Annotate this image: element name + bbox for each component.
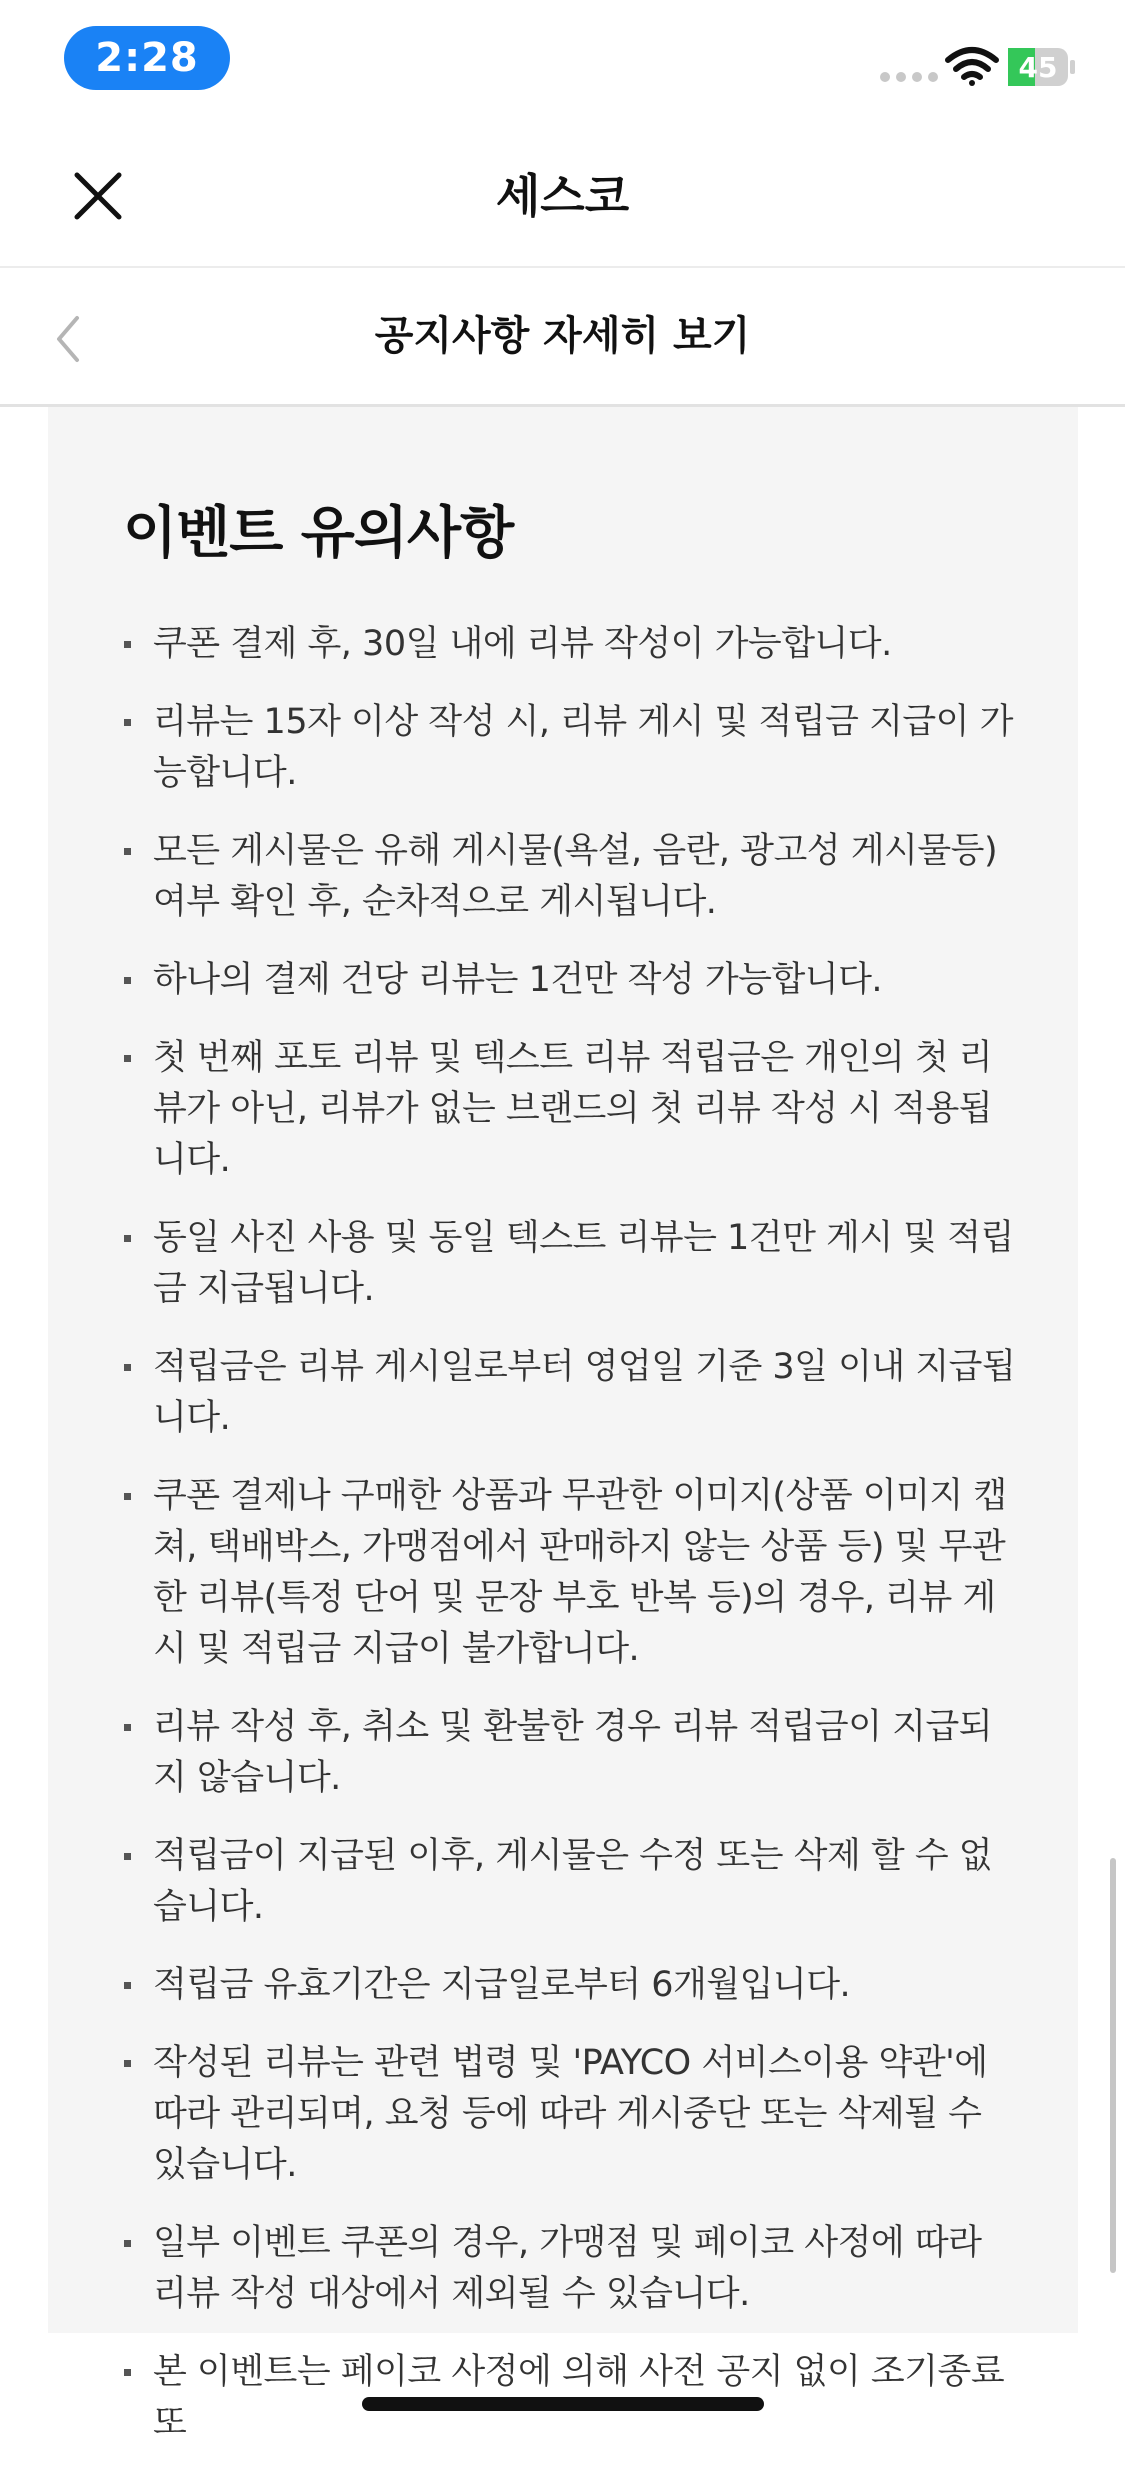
list-item [48, 619, 1078, 670]
list-item-text: 리뷰는 15자 이상 작성 시, 리뷰 게시 및 적립금 지급이 가능합니다. [153, 702, 1013, 793]
list-item-text: 쿠폰 결제나 구매한 상품과 무관한 이미지(상품 이미지 캡쳐, 택배박스, 가맹점에서 판매하지 않는 상품 등) 및 무관한 리뷰(특정 단어 및 문장 부호 반복 등)의 경우, 리뷰 게시 및 적립금 지급이 불가합니다. [153, 1476, 1007, 1669]
bullet-icon [124, 719, 131, 726]
bullet-icon [124, 1982, 131, 1989]
list-item-text: 작성된 리뷰는 관련 법령 및 'PAYCO 서비스이용 약관'에 따라 관리되며, 요청 등에 따라 게시중단 또는 삭제될 수 있습니다. [153, 2043, 988, 2185]
bullet-icon [124, 1853, 131, 1860]
cellular-signal-icon [880, 72, 938, 82]
list-item [48, 2218, 1078, 2320]
bullet-icon [124, 641, 131, 648]
list-item [48, 1033, 1078, 1186]
page-title: 공지사항 자세히 보기 [374, 313, 751, 359]
list-item-text: 리뷰 작성 후, 취소 및 환불한 경우 리뷰 적립금이 지급되지 않습니다. [153, 1707, 993, 1798]
list-item [48, 2038, 1078, 2191]
list-item-text: 적립금이 지급된 이후, 게시물은 수정 또는 삭제 할 수 없습니다. [153, 1836, 993, 1927]
list-item-text: 동일 사진 사용 및 동일 텍스트 리뷰는 1건만 게시 및 적립금 지급됩니다. [153, 1218, 1014, 1309]
list-item [48, 1342, 1078, 1444]
list-item [48, 1702, 1078, 1804]
section-title: 이벤트 유의사항 [123, 501, 514, 566]
bullet-icon [124, 2240, 131, 2247]
bullet-icon [124, 977, 131, 984]
notice-content[interactable] [48, 407, 1078, 2443]
home-indicator[interactable] [362, 2397, 764, 2411]
battery-icon [1008, 48, 1076, 86]
bullet-icon [124, 1493, 131, 1500]
bullet-icon [124, 1724, 131, 1731]
list-item-text: 모든 게시물은 유해 게시물(욕설, 음란, 광고성 게시물등) 여부 확인 후, 순차적으로 게시됩니다. [153, 831, 998, 922]
wifi-icon [946, 46, 998, 86]
list-item [48, 1831, 1078, 1933]
bullet-icon [124, 1055, 131, 1062]
scrollbar[interactable] [1110, 1858, 1116, 2273]
bullet-icon [124, 2060, 131, 2067]
bullet-icon [124, 1364, 131, 1371]
list-item-text: 일부 이벤트 쿠폰의 경우, 가맹점 및 페이코 사정에 따라 리뷰 작성 대상에서 제외될 수 있습니다. [153, 2223, 982, 2314]
list-item-text: 쿠폰 결제 후, 30일 내에 리뷰 작성이 가능합니다. [153, 624, 892, 664]
status-bar [0, 0, 1125, 120]
app-title: 세스코 [495, 169, 630, 223]
list-item-text: 첫 번째 포토 리뷰 및 텍스트 리뷰 적립금은 개인의 첫 리뷰가 아닌, 리뷰가 없는 브랜드의 첫 리뷰 작성 시 적용됩니다. [153, 1038, 993, 1180]
list-item-text: 적립금 유효기간은 지급일로부터 6개월입니다. [153, 1965, 851, 2005]
list-item-text: 본 이벤트는 페이코 사정에 의해 사전 공지 없이 조기종료 또 [153, 2352, 1005, 2443]
notice-list [48, 619, 1078, 2476]
list-item [48, 1471, 1078, 1675]
list-item [48, 955, 1078, 1006]
list-item [48, 1960, 1078, 2011]
status-time[interactable]: 2:28 [64, 26, 230, 90]
bullet-icon [124, 848, 131, 855]
list-item [48, 1213, 1078, 1315]
list-item [48, 697, 1078, 799]
list-item-text: 적립금은 리뷰 게시일로부터 영업일 기준 3일 이내 지급됩니다. [153, 1347, 1016, 1438]
battery-percentage: 45 [1018, 50, 1058, 84]
bullet-icon [124, 1235, 131, 1242]
list-item-text: 하나의 결제 건당 리뷰는 1건만 작성 가능합니다. [153, 960, 883, 1000]
list-item [48, 826, 1078, 928]
bullet-icon [124, 2369, 131, 2376]
